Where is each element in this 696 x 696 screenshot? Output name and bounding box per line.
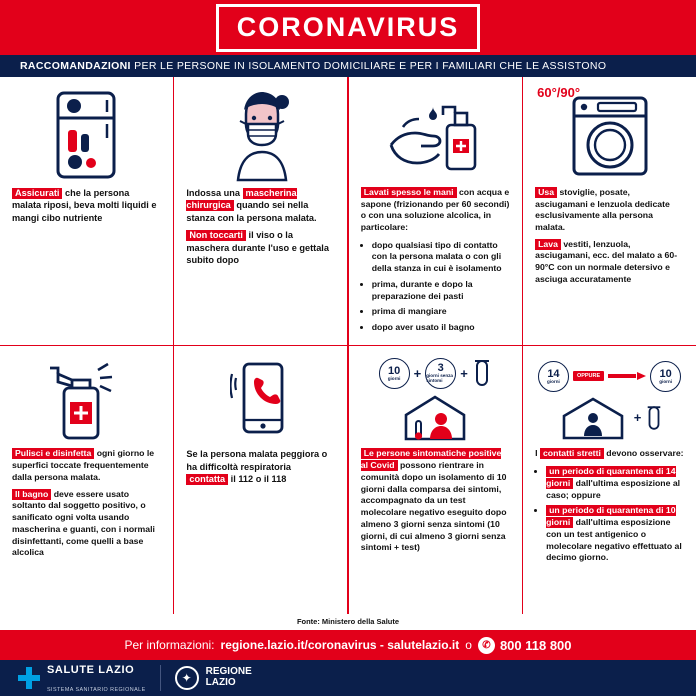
phone-call-icon — [186, 356, 335, 444]
house-test-row — [556, 396, 664, 440]
text-viso: il viso o la maschera durante l'uso e gettala subito dopo — [186, 230, 329, 265]
title-box — [216, 4, 481, 52]
card-pulisci — [0, 346, 173, 614]
logo-regione-line1: REGIONE — [205, 666, 252, 678]
badge-unit: giorni — [659, 378, 673, 384]
text-pulisci: ogni giorno le superfici toccate frequentemente dalla persona malata. — [12, 448, 155, 482]
badge-row — [379, 358, 492, 389]
text-osservare: devono osservare: — [603, 448, 684, 459]
text-indossa: Indossa una — [186, 187, 243, 198]
home-symptoms-icon — [361, 356, 510, 444]
text-numeri: il 112 o il 118 — [228, 474, 287, 485]
text-lava: vestiti, lenzuola, asciugamani, ecc. del malato a 60-90°C con un normale detersivo e asciuga accuratamente — [535, 238, 678, 284]
badge-unit: giorni — [387, 375, 401, 381]
highlight-quarantena-14: un periodo di quarantena di 14 giorni — [546, 466, 676, 488]
badge-number: 10 — [387, 364, 401, 377]
list-item: • prima di mangiare — [372, 305, 510, 318]
person-mask-icon — [186, 87, 335, 183]
text-quarantena-10: dall'ultima esposizione con un test antigenico o molecolare negativo effettuato al decimo giorno. — [546, 517, 682, 563]
logo-regione-lazio — [175, 666, 252, 690]
highlight-contatta: contatta — [186, 474, 228, 485]
subtitle-bold: RACCOMANDAZIONI — [20, 60, 131, 73]
contact-or: o — [465, 638, 472, 653]
health-cross-icon — [18, 667, 40, 689]
logo-regione-line2: LAZIO — [205, 677, 236, 689]
logo-divider — [160, 665, 161, 691]
card-contatti-stretti — [523, 346, 696, 614]
logo-regione-label — [206, 667, 252, 689]
badge-10-giorni — [379, 358, 410, 389]
list-item — [546, 504, 684, 564]
badge-row — [538, 361, 681, 392]
logo-bar — [0, 660, 696, 696]
highlight-pulisci: Pulisci e disinfetta — [12, 448, 94, 459]
highlight-contatti-stretti: contatti stretti — [540, 448, 604, 459]
card-assicurati — [0, 77, 173, 345]
badge-10-giorni — [650, 361, 681, 392]
logo-salute-label: SALUTE LAZIO — [47, 664, 135, 677]
badge-3-giorni — [425, 358, 456, 389]
plus-icon: + — [413, 365, 422, 381]
contact-phone-number: 800 118 800 — [499, 637, 572, 653]
test-tube-icon — [645, 405, 663, 431]
text-quarantena-14: dall'ultima esposizione al caso; oppure — [546, 477, 681, 500]
text-peggiora: Se la persona malata peggiora o ha difficoltà respiratoria — [186, 449, 328, 472]
text-i: I — [535, 448, 540, 459]
fridge-icon — [12, 87, 161, 183]
phone-icon: ✆ — [478, 637, 495, 654]
temperature-label: 60°/90° — [537, 84, 581, 100]
contact-bar — [0, 630, 696, 660]
house-person-icon — [396, 393, 474, 443]
spray-bottle-icon — [12, 356, 161, 444]
card-text — [361, 448, 510, 559]
recommendation-grid — [0, 77, 696, 615]
subtitle-rest: PER LE PERSONE IN ISOLAMENTO DOMICILIARE E PER I FAMILIARI CHE LE ASSISTONO — [134, 60, 607, 73]
highlight-non-toccarti: Non toccarti — [186, 230, 246, 241]
badge-14-giorni — [538, 361, 569, 392]
oppure-label: OPPURE — [573, 371, 604, 381]
bullet-list — [372, 239, 510, 334]
text-assicurati: che la persona malata riposi, beva molti liquidi e mangi cibo nutriente — [12, 187, 157, 223]
highlight-lavati-mani: Lavati spesso le mani — [361, 187, 457, 198]
contact-sites-link[interactable]: regione.lazio.it/coronavirus - salutelazio.it — [220, 638, 460, 653]
arrow-right-icon — [608, 372, 646, 380]
card-text — [12, 448, 161, 564]
list-item: • prima, durante e dopo la preparazione dei pasti — [372, 278, 510, 302]
list-item: • dopo aver usato il bagno — [372, 321, 510, 334]
badge-number: 3 — [437, 362, 444, 375]
poster-header — [0, 0, 696, 55]
card-text — [186, 187, 335, 272]
contact-prefix: Per informazioni: — [124, 638, 215, 653]
washing-machine-icon — [535, 84, 684, 183]
source-note: Fonte: Ministero della Salute — [0, 614, 696, 630]
bullet-list — [546, 465, 684, 564]
highlight-mascherina: mascherina chirurgica — [186, 187, 297, 211]
text-lavati-rest: con acqua e sapone (frizionando per 60 secondi) o con una soluzione alcolica, in particolare: — [360, 186, 510, 233]
badge-unit: giorni senza sintomi — [426, 373, 453, 383]
card-text — [535, 187, 684, 291]
highlight-quarantena-10: un periodo di quarantena di 10 giorni — [546, 505, 676, 528]
badge-number: 14 — [547, 367, 560, 380]
highlight-assicurati: Assicurati — [12, 188, 62, 199]
page-title: CORONAVIRUS — [236, 11, 460, 42]
list-item — [546, 465, 684, 501]
subtitle-bar — [0, 55, 696, 76]
logo-salute-sub: SISTEMA SANITARIO REGIONALE — [47, 687, 146, 694]
list-item: • dopo qualsiasi tipo di contatto con la persona malata o con gli della stanza in cui è isolamento — [372, 239, 510, 275]
card-text — [186, 448, 335, 490]
test-tube-icon — [472, 359, 492, 387]
regione-emblem-icon: ✦ — [175, 666, 199, 690]
badge-unit: giorni — [547, 378, 560, 384]
highlight-sintomatiche: Le persone sintomatiche positive al Covid — [360, 448, 502, 471]
card-lavati-mani — [349, 77, 522, 345]
highlight-bagno: Il bagno — [12, 489, 51, 500]
handwash-soap-icon — [361, 87, 510, 183]
card-contatta — [174, 346, 347, 614]
home-quarantine-icon — [535, 356, 684, 444]
text-usa: stoviglie, posate, asciugamani e lenzuola dedicate esclusivamente alla persona malata. — [535, 186, 670, 233]
plus-icon: + — [633, 410, 642, 426]
house-person-icon — [556, 396, 630, 440]
plus-icon: + — [460, 365, 468, 381]
card-lavaggio — [523, 77, 696, 345]
card-text — [12, 187, 161, 224]
card-mascherina — [174, 77, 347, 345]
highlight-usa: Usa — [535, 187, 557, 198]
text-rientro: possono rientrare in comunità dopo un isolamento di 10 giorni dalla comparsa dei sintomi, accompagnato da un test molecolare negativo eseguito dopo almeno 3 giorni senza sintomi (10 giorni, di cui almeno 3 giorni senza sintomi + test) — [360, 460, 507, 553]
highlight-lava: Lava — [535, 239, 561, 250]
text-quando: quando sei nella stanza con la persona malata. — [186, 200, 317, 223]
card-text — [361, 187, 510, 337]
contact-phone[interactable] — [478, 637, 572, 654]
badge-number: 10 — [659, 367, 672, 380]
subtitle — [20, 60, 606, 72]
card-sintomatici — [349, 346, 522, 614]
text-bagno: deve essere usato soltanto dal soggetto positivo, o sanificato ogni volta usando mascherina e guanti, con i normali disinfettanti, come quelli a base alcolica — [12, 488, 155, 558]
logo-salute-lazio — [18, 660, 146, 696]
card-text — [535, 448, 684, 567]
